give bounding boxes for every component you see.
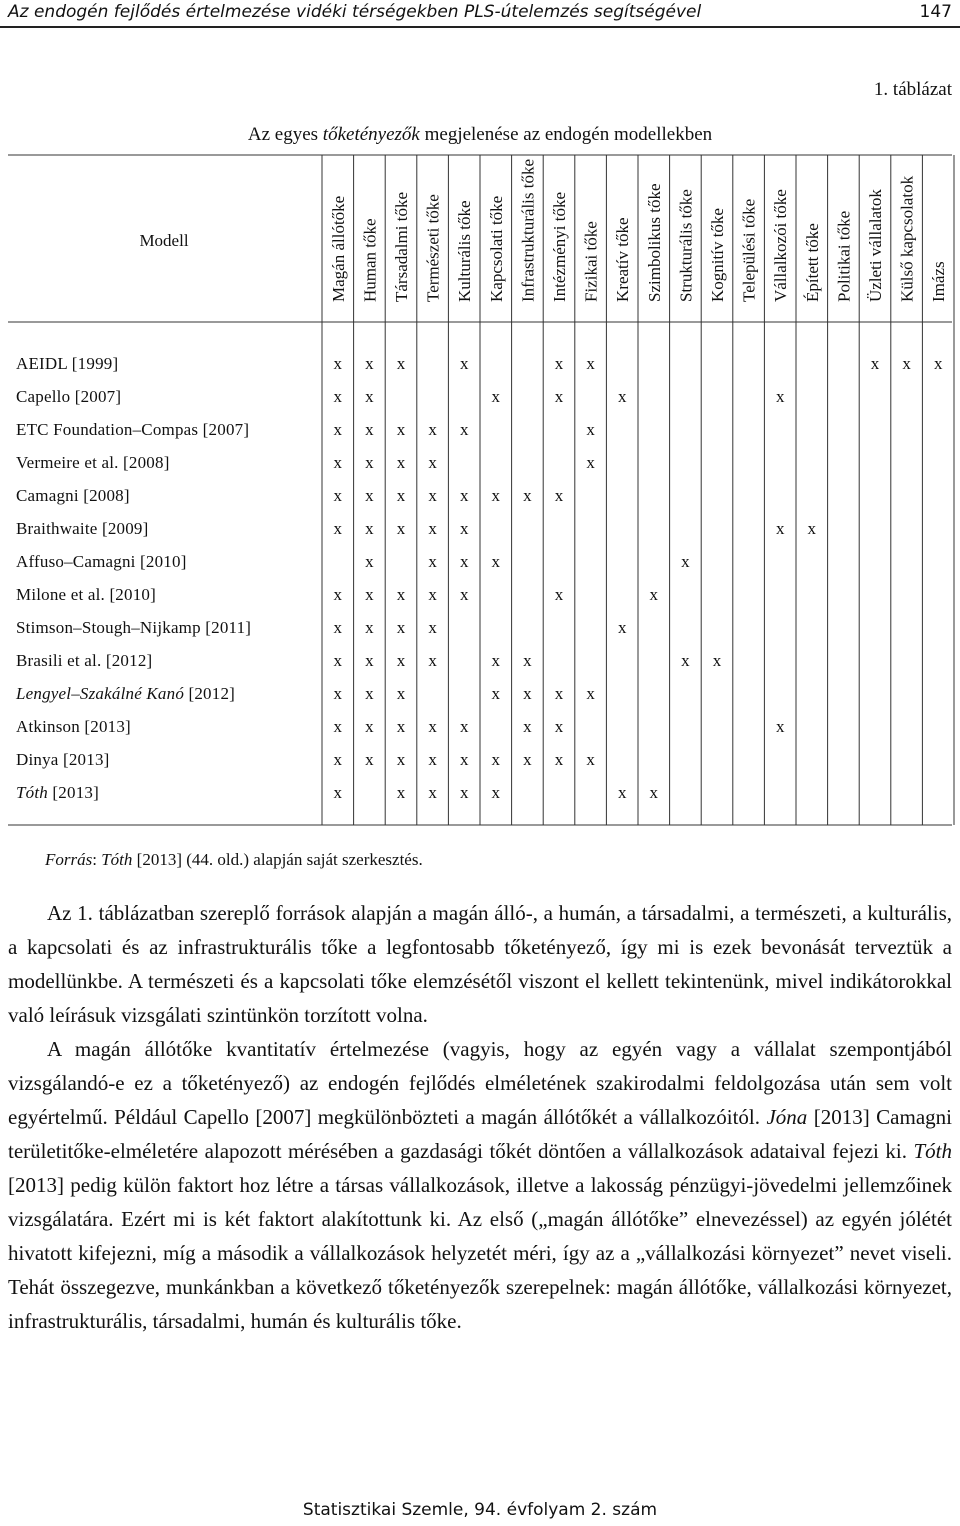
table-cell-mark: x bbox=[554, 486, 564, 505]
table-cell-mark: x bbox=[459, 783, 469, 802]
table-cell-mark: x bbox=[428, 453, 437, 472]
table-cell-mark: x bbox=[459, 585, 469, 604]
table-cell-mark: x bbox=[396, 651, 406, 670]
column-header: Társadalmi tőke bbox=[392, 192, 411, 302]
table-cell-mark: x bbox=[365, 387, 374, 406]
column-header: Szimbolikus tőke bbox=[644, 183, 664, 302]
paragraph-1: Az 1. táblázatban szereplő források alapján a magán álló-, a humán, a társadalmi, a természeti, a kulturális, a kapcsolati és az infrastrukturális tőke a legfontosabb tőketényező, így mi is ezek bevonását terveztük a modellünkbe. A természeti és a kapcsolati tőke elemzésétől viszont el kellett tekintenünk, mivel indikátorokkal való leírásuk vizsgálati szintünkön torzított volna. bbox=[8, 901, 952, 1027]
table-cell-mark: x bbox=[365, 486, 374, 505]
table-title: Az egyes tőketényezők megjelenése az endogén modellekben bbox=[247, 124, 713, 145]
table-cell-mark: x bbox=[491, 750, 501, 769]
table-cell-mark: x bbox=[617, 618, 627, 637]
table-cell-mark: x bbox=[428, 717, 437, 736]
column-header: Vállalkozói tőke bbox=[771, 189, 791, 302]
table-cell-mark: x bbox=[491, 486, 501, 505]
table-cell-mark: x bbox=[775, 387, 785, 406]
table-cell-mark: x bbox=[333, 387, 343, 406]
table-cell-mark: x bbox=[396, 420, 406, 439]
journal-footer: Statisztikai Szemle, 94. évfolyam 2. szám bbox=[302, 1500, 658, 1520]
table-cell-mark: x bbox=[554, 717, 564, 736]
paragraph-2: A magán állótőke kvantitatív értelmezése (vagyis, hogy az egyén vagy a vállalat szempontjából vizsgálandó-e ez a tőketényező) az endogén fejlődés elméletének szakirodalmi feldolgozása után sem volt egyértelmű. Például Capello [2007] megkülönbözteti a magán állótőkét a vállalkozóitól. Jóna [2013] Camagni területitőke-elméletére alapozott mérésében a gazdasági tőkét döntően a vállalkozások adataival fejezi ki. Tóth [2013] pedig külön faktort hoz létre a társas vállalkozások, illetve a lakosság pénzügyi-jövedelmi jellemzőinek vizsgálatára. Ezért mi is két faktort alakítottunk ki. Az első („magán állótőke” elnevezéssel) az egyén jólétét hivatott kifejezni, míg a második a vállalkozások helyzetét méri, így az a „vállalkozási környezet” nevet viseli. Tehát összegezve, munkánkban a következő tőketényezők szerepelnek: magán állótőke, vállalkozási környezet, infrastrukturális, társadalmi, humán és kulturális tőke. bbox=[8, 1037, 952, 1333]
table-cell-mark: x bbox=[428, 585, 437, 604]
table-cell-mark: x bbox=[333, 585, 343, 604]
table-cell-mark: x bbox=[333, 453, 343, 472]
author-jona: Jóna bbox=[766, 1105, 808, 1129]
table-cell-mark: x bbox=[365, 420, 374, 439]
table-cell-mark: x bbox=[333, 618, 343, 637]
row-model-name: Vermeire et al. [2008] bbox=[16, 453, 170, 472]
row-model-name: AEIDL [1999] bbox=[16, 354, 119, 373]
column-header: Kognitív tőke bbox=[708, 208, 727, 302]
table-cell-mark: x bbox=[554, 684, 564, 703]
table-cell-mark: x bbox=[459, 420, 469, 439]
table-cell-mark: x bbox=[333, 651, 343, 670]
row-model-name: Milone et al. [2010] bbox=[16, 585, 156, 604]
table-cell-mark: x bbox=[459, 717, 469, 736]
table-cell-mark: x bbox=[365, 585, 374, 604]
column-header: Strukturális tőke bbox=[676, 189, 696, 302]
table-cell-mark: x bbox=[459, 552, 469, 571]
table-cell-mark: x bbox=[523, 651, 532, 670]
column-header: Fizikai tőke bbox=[581, 221, 601, 302]
table-cell-mark: x bbox=[396, 618, 406, 637]
column-header: Üzleti vállalatok bbox=[866, 189, 885, 302]
table-cell-mark: x bbox=[428, 651, 437, 670]
table-cell-mark: x bbox=[333, 783, 343, 802]
author-toth: Tóth bbox=[913, 1139, 952, 1163]
table-cell-mark: x bbox=[649, 783, 659, 802]
column-header: Imázs bbox=[929, 261, 949, 302]
row-model-name: Tóth [2013] bbox=[16, 783, 99, 802]
table-cell-mark: x bbox=[365, 684, 374, 703]
table-cell-mark: x bbox=[396, 783, 406, 802]
table-cell-mark: x bbox=[365, 618, 374, 637]
table-cell-mark: x bbox=[681, 651, 690, 670]
column-header: Természeti tőke bbox=[423, 194, 443, 302]
body-text bbox=[8, 896, 952, 1338]
table-cell-mark: x bbox=[586, 420, 595, 439]
table-cell-mark: x bbox=[396, 486, 406, 505]
row-model-name: Camagni [2008] bbox=[16, 486, 130, 505]
table-cell-mark: x bbox=[396, 519, 406, 538]
column-header: Települési tőke bbox=[739, 198, 759, 302]
table-cell-mark: x bbox=[365, 651, 374, 670]
column-header: Politikai tőke bbox=[834, 210, 854, 302]
table-cell-mark: x bbox=[586, 684, 595, 703]
table-cell-mark: x bbox=[870, 354, 880, 373]
table-cell-mark: x bbox=[523, 750, 532, 769]
table-cell-mark: x bbox=[333, 420, 343, 439]
table-cell-mark: x bbox=[712, 651, 722, 670]
table-cell-mark: x bbox=[617, 387, 627, 406]
table-cell-mark: x bbox=[396, 453, 406, 472]
table-cell-mark: x bbox=[459, 354, 469, 373]
table-cell-mark: x bbox=[933, 354, 943, 373]
table-cell-mark: x bbox=[365, 519, 374, 538]
table-title-italic: tőketényezők bbox=[322, 124, 420, 145]
table-cell-mark: x bbox=[365, 354, 374, 373]
table-cell-mark: x bbox=[554, 387, 564, 406]
table-cell-mark: x bbox=[554, 585, 564, 604]
table-cell-mark: x bbox=[554, 354, 564, 373]
table-cell-mark: x bbox=[428, 486, 437, 505]
column-header: Human tőke bbox=[360, 218, 380, 302]
table-cell-mark: x bbox=[586, 453, 595, 472]
table-cell-mark: x bbox=[649, 585, 659, 604]
row-model-name: Atkinson [2013] bbox=[16, 717, 131, 736]
column-header: Magán állótőke bbox=[328, 195, 348, 302]
row-model-name: Dinya [2013] bbox=[16, 750, 110, 769]
table-cell-mark: x bbox=[523, 717, 532, 736]
table-cell-mark: x bbox=[523, 684, 532, 703]
table-cell-mark: x bbox=[396, 684, 406, 703]
column-header: Intézményi tőke bbox=[550, 192, 569, 302]
column-header: Kulturális tőke bbox=[455, 200, 475, 302]
row-model-name: Stimson–Stough–Nijkamp [2011] bbox=[16, 618, 252, 637]
table-cell-mark: x bbox=[775, 717, 785, 736]
table-cell-mark: x bbox=[428, 618, 437, 637]
page-number: 147 bbox=[919, 2, 952, 22]
table-cell-mark: x bbox=[902, 354, 911, 373]
table-cell-mark: x bbox=[396, 585, 406, 604]
table-cell-mark: x bbox=[333, 486, 343, 505]
table-cell-mark: x bbox=[333, 354, 343, 373]
table-cell-mark: x bbox=[459, 750, 469, 769]
table-cell-mark: x bbox=[365, 453, 374, 472]
row-model-name: ETC Foundation–Compas [2007] bbox=[16, 420, 250, 439]
table-cell-mark: x bbox=[617, 783, 627, 802]
column-header: Infrastrukturális tőke bbox=[518, 158, 538, 302]
table-cell-mark: x bbox=[491, 684, 501, 703]
table-cell-mark: x bbox=[554, 750, 564, 769]
column-header: Épített tőke bbox=[802, 223, 822, 302]
running-header-title: Az endogén fejlődés értelmezése vidéki térségekben PLS-útelemzés segítségével bbox=[8, 2, 702, 22]
table-cell-mark: x bbox=[333, 684, 343, 703]
table-cell-mark: x bbox=[428, 783, 437, 802]
table-cell-mark: x bbox=[491, 387, 501, 406]
table-cell-mark: x bbox=[491, 651, 501, 670]
column-header: Kreatív tőke bbox=[613, 217, 633, 302]
table-cell-mark: x bbox=[396, 354, 406, 373]
table-cell-mark: x bbox=[491, 783, 501, 802]
table-cell-mark: x bbox=[428, 420, 437, 439]
model-column-header: Modell bbox=[139, 231, 189, 250]
table-cell-mark: x bbox=[365, 552, 374, 571]
table-cell-mark: x bbox=[523, 486, 532, 505]
table-cell-mark: x bbox=[681, 552, 690, 571]
row-model-name: Affuso–Camagni [2010] bbox=[16, 552, 187, 571]
row-model-name: Brasili et al. [2012] bbox=[16, 651, 153, 670]
table-cell-mark: x bbox=[396, 750, 406, 769]
table-cell-mark: x bbox=[428, 519, 437, 538]
table-cell-mark: x bbox=[775, 519, 785, 538]
table-cell-mark: x bbox=[428, 552, 437, 571]
table-cell-mark: x bbox=[428, 750, 437, 769]
table-cell-mark: x bbox=[365, 717, 374, 736]
table-source-note: Forrás: Tóth [2013] (44. old.) alapján saját szerkesztés. bbox=[45, 850, 423, 869]
table-cell-mark: x bbox=[396, 717, 406, 736]
table-cell-mark: x bbox=[333, 750, 343, 769]
row-model-name: Lengyel–Szakálné Kanó [2012] bbox=[16, 684, 236, 703]
table-cell-mark: x bbox=[333, 519, 343, 538]
column-header: Külső kapcsolatok bbox=[897, 175, 917, 302]
table-cell-mark: x bbox=[491, 552, 501, 571]
row-model-name: Braithwaite [2009] bbox=[16, 519, 149, 538]
table-cell-mark: x bbox=[365, 750, 374, 769]
table-cell-mark: x bbox=[586, 354, 595, 373]
table-cell-mark: x bbox=[333, 717, 343, 736]
table-cell-mark: x bbox=[459, 519, 469, 538]
table-cell-mark: x bbox=[807, 519, 817, 538]
column-header: Kapcsolati tőke bbox=[486, 195, 506, 302]
table-label: 1. táblázat bbox=[873, 79, 952, 100]
table-cell-mark: x bbox=[586, 750, 595, 769]
row-model-name: Capello [2007] bbox=[16, 387, 122, 406]
table-cell-mark: x bbox=[459, 486, 469, 505]
